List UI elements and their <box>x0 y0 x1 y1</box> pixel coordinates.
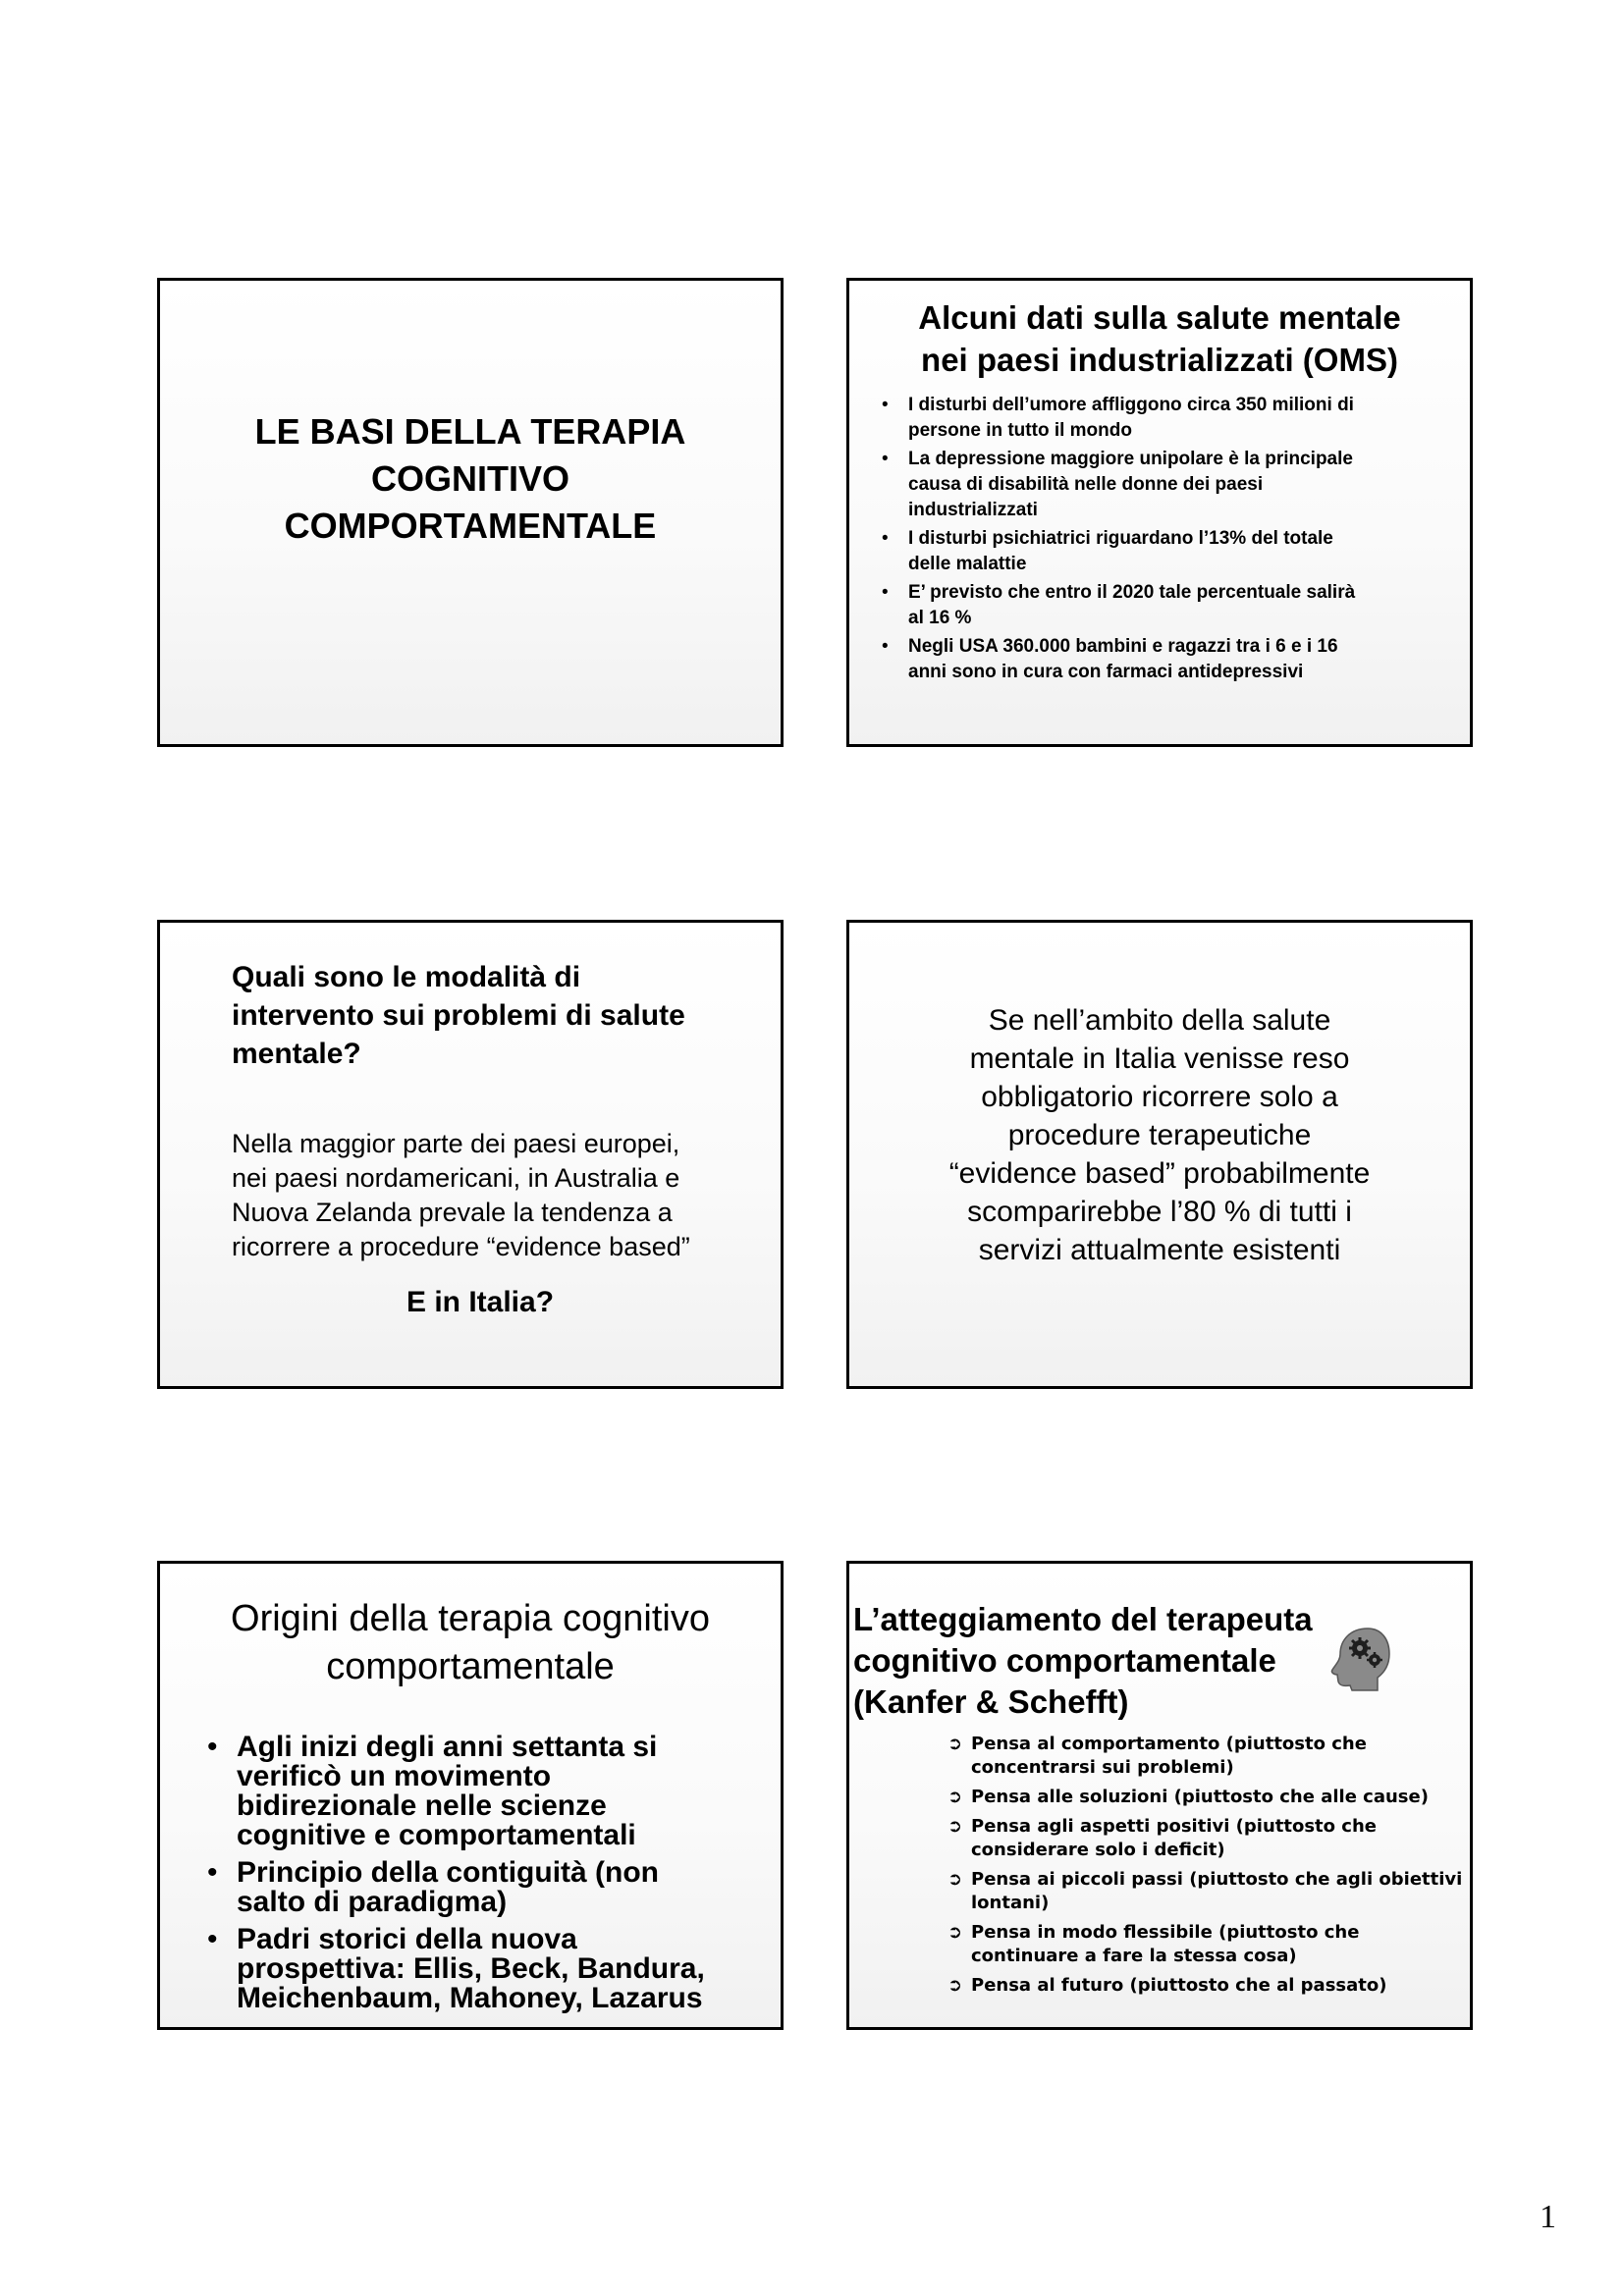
bullet-text <box>237 1925 761 2013</box>
page-number: 1 <box>1540 2199 1556 2235</box>
bullet-line: delle malattie <box>908 554 1027 574</box>
attitude-item <box>947 1815 1464 1862</box>
bullet-text <box>908 393 1440 444</box>
slide-6-title <box>853 1599 1313 1723</box>
bullet-line: al 16 % <box>908 608 972 628</box>
slide-5-bullet-list <box>207 1733 761 2021</box>
title-line: nei paesi industrializzati (OMS) <box>921 342 1398 378</box>
attitude-line <box>971 1921 1464 1945</box>
bullet-line: Principio della contiguità (non <box>237 1856 660 1889</box>
attitude-principle: Pensa alle soluzioni ( <box>971 1787 1182 1807</box>
bullet-text <box>237 1858 761 1917</box>
bullet-marker: • <box>882 395 889 415</box>
attitude-alternative: piuttosto che al passato <box>1137 1975 1380 1996</box>
slide-3-question <box>232 958 742 1073</box>
bullet-line: I disturbi psichiatrici riguardano l’13% del totale <box>908 528 1333 549</box>
title-line: L’atteggiamento del terapeuta <box>853 1601 1313 1637</box>
paragraph-line: ricorrere a procedure “evidence based” <box>232 1232 690 1261</box>
bullet-text <box>237 1733 761 1850</box>
bullet-item <box>207 1858 761 1917</box>
slide-5-title <box>160 1595 781 1691</box>
bullet-line: prospettiva: Ellis, Beck, Bandura, <box>237 1952 705 1985</box>
slide-4 <box>846 920 1473 1389</box>
title-line: Origini della terapia cognitivo <box>231 1598 710 1639</box>
slide-3-emphasis: E in Italia? <box>406 1286 555 1318</box>
attitude-principle: ) <box>1217 1840 1225 1860</box>
arrow-bullet-icon: ➲ <box>947 1869 963 1890</box>
attitude-principle: Pensa ai piccoli passi ( <box>971 1869 1198 1890</box>
attitude-principle: ) <box>1379 1975 1387 1996</box>
slide-3-paragraph <box>232 1127 742 1264</box>
text-line: “evidence based” probabilmente <box>948 1157 1371 1190</box>
attitude-text <box>971 1815 1464 1862</box>
bullet-marker: • <box>207 1923 218 1955</box>
bullet-marker: • <box>882 582 889 603</box>
bullet-text <box>908 526 1440 577</box>
attitude-item <box>947 1786 1464 1809</box>
bullet-line: persone in tutto il mondo <box>908 420 1132 441</box>
bullet-line: causa di disabilità nelle donne dei paesi <box>908 474 1264 495</box>
text-line: servizi attualmente esistenti <box>978 1234 1341 1266</box>
bullet-line: Meichenbaum, Mahoney, Lazarus <box>237 1982 703 2014</box>
arrow-bullet-icon: ➲ <box>947 1787 963 1807</box>
attitude-alternative: lontani <box>971 1893 1042 1913</box>
bullet-line: industrializzati <box>908 500 1038 520</box>
attitude-item <box>947 1974 1464 1998</box>
title-line: COMPORTAMENTALE <box>284 506 657 546</box>
bullet-item <box>882 526 1440 577</box>
attitude-principle: ) <box>1041 1893 1050 1913</box>
attitude-item <box>947 1921 1464 1968</box>
bullet-line: verificò un movimento <box>237 1760 552 1792</box>
bullet-line: E’ previsto che entro il 2020 tale percentuale salirà <box>908 582 1356 603</box>
bullet-text <box>908 580 1440 631</box>
attitude-line <box>971 1756 1464 1780</box>
attitude-alternative: piuttosto che <box>1243 1816 1377 1837</box>
slide-1-title <box>199 408 741 550</box>
attitude-line <box>971 1974 1464 1998</box>
attitude-principle: ) <box>1420 1787 1429 1807</box>
title-line: COGNITIVO <box>370 458 569 499</box>
bullet-item <box>207 1733 761 1850</box>
attitude-alternative: concentrarsi sui problemi <box>971 1757 1226 1778</box>
attitude-principle: Pensa al futuro ( <box>971 1975 1138 1996</box>
attitude-alternative: considerare solo i deficit <box>971 1840 1217 1860</box>
title-line: (Kanfer & Schefft) <box>853 1683 1129 1720</box>
slide-4-text <box>869 1001 1450 1269</box>
question-line: Quali sono le modalità di <box>232 961 581 993</box>
attitude-text <box>971 1868 1464 1915</box>
attitude-alternative: piuttosto che alle cause <box>1181 1787 1421 1807</box>
attitude-principle: Pensa agli aspetti positivi ( <box>971 1816 1244 1837</box>
bullet-line: salto di paradigma) <box>237 1886 508 1918</box>
bullet-item <box>207 1925 761 2013</box>
title-line: cognitivo comportamentale <box>853 1642 1276 1679</box>
attitude-line <box>971 1815 1464 1839</box>
attitude-text <box>971 1974 1464 1998</box>
attitude-line <box>971 1892 1464 1915</box>
slide-3 <box>157 920 784 1389</box>
slide-2-title <box>859 296 1460 381</box>
attitude-principle: Pensa al comportamento ( <box>971 1734 1234 1754</box>
bullet-text <box>908 634 1440 685</box>
attitude-alternative: piuttosto che agli obiettivi <box>1197 1869 1463 1890</box>
slide-6-item-list <box>947 1733 1464 2003</box>
attitude-text <box>971 1786 1464 1809</box>
title-line: Alcuni dati sulla salute mentale <box>918 299 1401 336</box>
attitude-line <box>971 1786 1464 1809</box>
question-line: intervento sui problemi di salute <box>232 999 685 1032</box>
bullet-marker: • <box>882 449 889 469</box>
slide-2 <box>846 278 1473 747</box>
attitude-line <box>971 1839 1464 1862</box>
attitude-line <box>971 1733 1464 1756</box>
attitude-text <box>971 1733 1464 1780</box>
bullet-line: Agli inizi degli anni settanta si <box>237 1731 658 1763</box>
slide-6 <box>846 1561 1473 2030</box>
bullet-line: Padri storici della nuova <box>237 1923 577 1955</box>
text-line: scomparirebbe l’80 % di tutti i <box>967 1196 1352 1228</box>
attitude-item <box>947 1733 1464 1780</box>
paragraph-line: nei paesi nordamericani, in Australia e <box>232 1163 680 1193</box>
slide-5 <box>157 1561 784 2030</box>
attitude-line <box>971 1945 1464 1968</box>
bullet-marker: • <box>207 1856 218 1889</box>
text-line: obbligatorio ricorrere solo a <box>981 1081 1338 1113</box>
bullet-line: cognitive e comportamentali <box>237 1819 636 1851</box>
text-line: mentale in Italia venisse reso <box>969 1042 1350 1075</box>
attitude-item <box>947 1868 1464 1915</box>
bullet-line: anni sono in cura con farmaci antidepressivi <box>908 662 1304 682</box>
arrow-bullet-icon: ➲ <box>947 1975 963 1996</box>
attitude-alternative: piuttosto che <box>1233 1734 1367 1754</box>
attitude-alternative: continuare a fare la stessa cosa) <box>971 1946 1297 1966</box>
bullet-text <box>908 447 1440 523</box>
bullet-marker: • <box>882 636 889 657</box>
bullet-line: bidirezionale nelle scienze <box>237 1789 607 1822</box>
paragraph-line: Nuova Zelanda prevale la tendenza a <box>232 1198 673 1227</box>
arrow-bullet-icon: ➲ <box>947 1734 963 1754</box>
bullet-marker: • <box>207 1731 218 1763</box>
attitude-alternative: piuttosto che <box>1226 1922 1360 1943</box>
attitude-line <box>971 1868 1464 1892</box>
head-gears-icon <box>1321 1623 1395 1691</box>
arrow-bullet-icon: ➲ <box>947 1816 963 1837</box>
bullet-line: Negli USA 360.000 bambini e ragazzi tra i 6 e i 16 <box>908 636 1338 657</box>
attitude-principle: Pensa in modo flessibile ( <box>971 1922 1227 1943</box>
text-line: Se nell’ambito della salute <box>988 1004 1331 1037</box>
text-line: procedure terapeutiche <box>1007 1119 1312 1151</box>
attitude-text <box>971 1921 1464 1968</box>
bullet-item <box>882 393 1440 444</box>
attitude-principle: ) <box>1225 1757 1234 1778</box>
bullet-line: I disturbi dell’umore affliggono circa 350 milioni di <box>908 395 1354 415</box>
bullet-marker: • <box>882 528 889 549</box>
question-line: mentale? <box>232 1038 361 1070</box>
bullet-item <box>882 634 1440 685</box>
bullet-item <box>882 580 1440 631</box>
arrow-bullet-icon: ➲ <box>947 1922 963 1943</box>
title-line: comportamentale <box>326 1646 615 1687</box>
bullet-line: La depressione maggiore unipolare è la principale <box>908 449 1353 469</box>
slide-2-bullet-list <box>882 393 1440 685</box>
slide-1 <box>157 278 784 747</box>
bullet-item <box>882 447 1440 523</box>
paragraph-line: Nella maggior parte dei paesi europei, <box>232 1129 680 1158</box>
title-line: LE BASI DELLA TERAPIA <box>254 411 686 452</box>
